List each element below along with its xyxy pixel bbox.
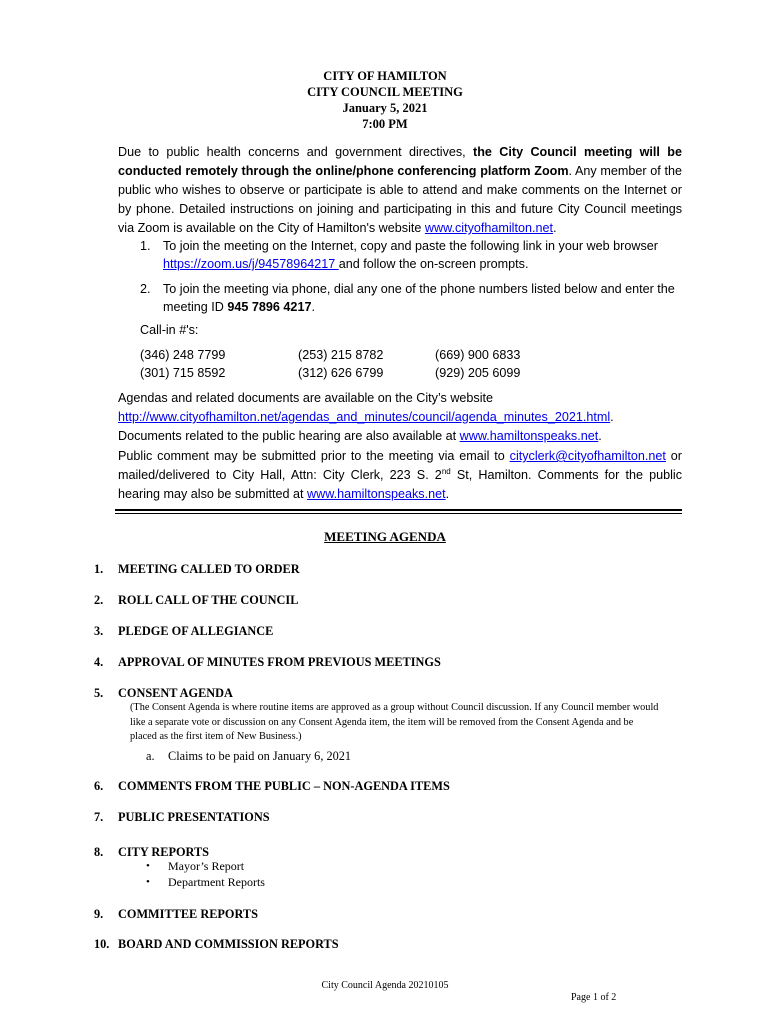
instruction-text: To join the meeting on the Internet, copy and paste the following link in your web browser bbox=[163, 239, 658, 253]
instruction-period: . bbox=[311, 300, 315, 314]
phone-column bbox=[298, 346, 383, 382]
phone-number: (669) 900 6833 bbox=[435, 348, 521, 362]
agenda-item-number: 4. bbox=[94, 655, 104, 669]
instruction-text-end: and follow the on-screen prompts. bbox=[338, 257, 529, 271]
agenda-item bbox=[94, 845, 209, 860]
agenda-item bbox=[94, 593, 298, 608]
agenda-item bbox=[94, 686, 233, 701]
header-date: January 5, 2021 bbox=[342, 101, 428, 115]
callin-label: Call-in #'s: bbox=[140, 323, 199, 337]
page-number: Page 1 of 2 bbox=[571, 992, 617, 1003]
intro-paragraph bbox=[118, 143, 682, 238]
divider-thin bbox=[115, 513, 682, 514]
phone-number: (312) 626 6799 bbox=[298, 366, 384, 380]
sub-item-text: Claims to be paid on January 6, 2021 bbox=[168, 749, 352, 763]
agenda-title: MEETING AGENDA bbox=[324, 529, 446, 544]
intro-text-cont: . Any member of the public who wishes to observe or participate is able to attend and make comments on the Internet or by phone. Detailed instructions on joining and participating in this and future City Council meetings via Zoom is available on the City of Hamilton's website bbox=[118, 164, 682, 235]
agenda-item bbox=[94, 907, 258, 922]
divider-thick bbox=[115, 509, 682, 511]
intro-period: . bbox=[552, 221, 557, 235]
instruction-text: To join the meeting via phone, dial any one of the phone numbers listed below and enter the meeting ID bbox=[163, 282, 675, 314]
document-header bbox=[0, 68, 770, 132]
agenda-item-number: 10. bbox=[94, 937, 110, 951]
agenda-item-label: CITY REPORTS bbox=[118, 845, 210, 859]
meeting-id: 945 7896 4217 bbox=[227, 300, 312, 314]
instruction-item-2 bbox=[140, 280, 680, 316]
phone-column bbox=[435, 346, 520, 382]
agenda-item bbox=[94, 624, 273, 639]
agenda-item-label: MEETING CALLED TO ORDER bbox=[118, 562, 300, 576]
agenda-item-number: 2. bbox=[94, 593, 104, 607]
agenda-item-label: APPROVAL OF MINUTES FROM PREVIOUS MEETINGS bbox=[118, 655, 441, 669]
agenda-item-label: ROLL CALL OF THE COUNCIL bbox=[118, 593, 299, 607]
agenda-item-label: CONSENT AGENDA bbox=[118, 686, 233, 700]
intro-text: Due to public health concerns and government directives, bbox=[118, 145, 474, 159]
header-meeting: CITY COUNCIL MEETING bbox=[307, 85, 463, 99]
public-comment-paragraph bbox=[118, 447, 682, 504]
agenda-item-label: PUBLIC PRESENTATIONS bbox=[118, 810, 270, 824]
agenda-item-label: BOARD AND COMMISSION REPORTS bbox=[118, 937, 339, 951]
phone-column bbox=[140, 346, 225, 382]
comment-period: . bbox=[445, 487, 450, 501]
header-city: CITY OF HAMILTON bbox=[323, 69, 447, 83]
consent-sub-item bbox=[146, 749, 351, 764]
footer-document-name: City Council Agenda 20210105 bbox=[321, 980, 449, 991]
documents-period: . bbox=[610, 410, 614, 424]
cityclerk-email-link[interactable]: cityclerk@cityofhamilton.net bbox=[509, 449, 666, 463]
phone-number: (301) 715 8592 bbox=[140, 366, 226, 380]
intro-bold-text: the City Council meeting will be conducted remotely through the online/phone conferencing platform Zoom bbox=[118, 145, 682, 178]
agenda-item-number: 8. bbox=[94, 845, 104, 859]
agenda-item-number: 3. bbox=[94, 624, 104, 638]
agenda-item bbox=[94, 562, 300, 577]
agenda-item-label: COMMITTEE REPORTS bbox=[118, 907, 258, 921]
agenda-item bbox=[94, 779, 450, 794]
comment-text-2: or mailed/delivered to City Hall, Attn: City Clerk, 223 S. 2 bbox=[118, 449, 682, 482]
documents-text-2: Documents related to the public hearing are also available at bbox=[118, 429, 460, 443]
city-report-item: • Mayor’s Report bbox=[146, 859, 265, 875]
phone-number: (346) 248 7799 bbox=[140, 348, 226, 362]
city-report-item: • Department Reports bbox=[146, 875, 265, 891]
comment-text: Public comment may be submitted prior to the meeting via email to bbox=[118, 449, 510, 463]
instruction-number: 2. bbox=[140, 282, 151, 296]
consent-agenda-description: (The Consent Agenda is where routine items are approved as a group without Council discussion. If any Council member would like a separate vote or discussion on any Consent Agenda item, the item will be removed from the Consent Agenda and be placed as the first item of New Business.) bbox=[130, 702, 659, 742]
hamiltonspeaks-link-2[interactable]: www.hamiltonspeaks.net bbox=[307, 487, 446, 501]
agenda-item-label: COMMENTS FROM THE PUBLIC – NON-AGENDA ITEMS bbox=[118, 779, 450, 793]
hamiltonspeaks-link[interactable]: www.hamiltonspeaks.net bbox=[459, 429, 599, 443]
agenda-item bbox=[94, 655, 441, 670]
city-reports-list bbox=[146, 859, 265, 890]
agenda-item bbox=[94, 937, 339, 952]
phone-number: (929) 205 6099 bbox=[435, 366, 521, 380]
instruction-item-1 bbox=[140, 237, 680, 273]
agenda-minutes-link[interactable]: http://www.cityofhamilton.net/agendas_and_minutes/council/agenda_minutes_2021.html bbox=[118, 410, 611, 424]
agenda-item-label: PLEDGE OF ALLEGIANCE bbox=[118, 624, 274, 638]
ordinal-suffix: nd bbox=[441, 466, 451, 476]
agenda-item bbox=[94, 810, 270, 825]
agenda-item-number: 1. bbox=[94, 562, 104, 576]
phone-number: (253) 215 8782 bbox=[298, 348, 384, 362]
agenda-item-number: 5. bbox=[94, 686, 104, 700]
agenda-item-number: 7. bbox=[94, 810, 104, 824]
sub-item-letter: a. bbox=[146, 749, 155, 763]
agenda-item-number: 6. bbox=[94, 779, 104, 793]
zoom-link[interactable]: https://zoom.us/j/94578964217 bbox=[163, 257, 339, 271]
comment-text-3: St, Hamilton. Comments for the public hearing may also be submitted at bbox=[118, 468, 683, 501]
header-time: 7:00 PM bbox=[362, 117, 408, 131]
documents-paragraph bbox=[118, 389, 682, 446]
agenda-item-number: 9. bbox=[94, 907, 104, 921]
city-website-link[interactable]: www.cityofhamilton.net bbox=[424, 221, 553, 235]
instruction-number: 1. bbox=[140, 239, 151, 253]
documents-period-2: . bbox=[598, 429, 602, 443]
documents-text: Agendas and related documents are available on the City’s website bbox=[118, 391, 494, 405]
